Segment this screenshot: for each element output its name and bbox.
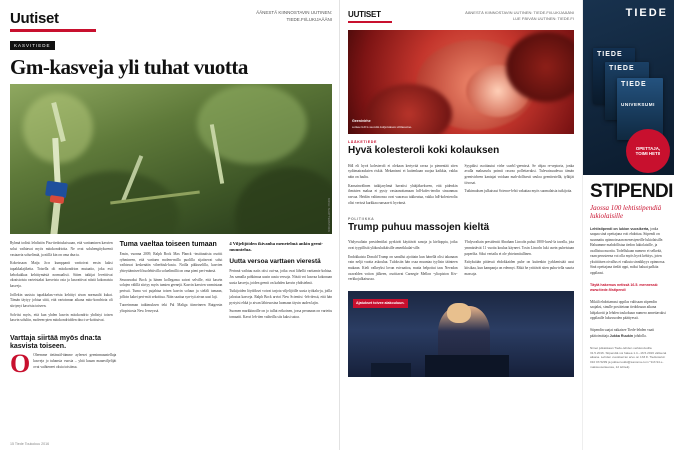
story1-tag: LÄÄKETIEDE	[348, 140, 377, 144]
left-masthead	[10, 10, 332, 32]
ad-paragraph-3	[590, 328, 667, 339]
folio: 15 Tiede Toukokuu 2016	[10, 442, 50, 446]
masthead-note: ÄÄNESTÄ KIINNOSTAVIN UUTINEN: TIEDE.FI/LUKIJAÄÄNI	[256, 10, 332, 22]
paragraph: Hdl eli hyvä kolesteroli ei olekaan kertyvää ravaa ja pienentää siten sydänsairauksien riskiä. Mekanismi ei kuitenkaan suojaa kaikkia, vakka näin on luultu.	[348, 163, 458, 180]
paragraph: Tutkimuksen julkaissut Science-lehti vakuttaa myös suomalaisia tutkijoita.	[464, 189, 573, 194]
ad-headline: STIPENDI	[590, 181, 673, 202]
magazine-cover-title: TIEDE	[621, 81, 647, 88]
paragraph: Ensin, vuonna 2009, Ralph Bock Max Planck -instituutista osoitti ryhmineen, että varttaen molem-milla puolilla sijaitsevat solut vaihtavat keskenään viherhiuk-kasia. Noilla pikkuselilla, kasvien yhteyttämiseeli huolehtivilla soluelimillä on oma pieni peri-mänsä.	[119, 251, 223, 273]
hero-image-grafted-plant	[10, 84, 332, 234]
left-body-columns	[10, 241, 332, 327]
story1-column-2	[465, 164, 575, 210]
photo-caption	[352, 119, 426, 131]
ad-url[interactable]: www.tiede.fi/stipendi	[590, 288, 626, 293]
caption-title: Geenivirhe	[352, 118, 371, 123]
body-column-2	[120, 241, 223, 327]
paragraph: Esityksiään pitäessä ehdokkaiden puhe on kuitenkin jyrkkenistää usut kitsikaa, kun kampanja on edennyt. Ehkä he yrittävät siten puhu-tella suuria massoja.	[464, 260, 574, 276]
right-page	[340, 0, 674, 450]
right-masthead-note	[465, 10, 574, 22]
masthead-rule	[10, 29, 96, 32]
ad-paragraph-1	[590, 227, 667, 277]
paragraph: Yhdysvaltain presidentti Abraham Lincoln puhui 1800-luvul-la tavalla, jota ymmärtävät 11 vuotta koulua käyneet. Tosin Lincoln luki usein puheistaan paperilta. Siksi vertailu ei ole yhteismitallinen.	[464, 240, 574, 256]
paragraph: Solviisi myös, että kun yhden kasvin mitokondrio yhdistyi toisen kasvin soluliin, moleem-pien mitokondriolden dna:t se-koittuivat.	[10, 312, 113, 323]
ad-deadline-line	[590, 283, 667, 294]
paragraph: Joillekin uusista tupakkakas-veista kehittyi aivan normaalit kukat. Tämän täytyy johtua siitä, että vartoinnan aikana mito-kondriota oli siirtynyt kasvista toiseen.	[10, 292, 113, 309]
masthead-title: Uutiset	[10, 10, 59, 27]
ad-text	[583, 175, 674, 369]
right-masthead-rule	[348, 21, 392, 23]
opener-text: Oleemme tietänsäl-tämme ayleeset geeninmuuntelluja kasveja jo tuhansia vuosia – yhtä kauan maanviljelijät ovat vaihteneet oksia toisiinsa.	[33, 353, 117, 369]
advertisement-stipendi	[582, 0, 674, 450]
hero-image-artery	[348, 30, 574, 134]
ad-badge: OPETTAJA, TOIMI HETI!	[626, 129, 670, 173]
story1-headline: Hyvä kolesteroli koki kolauksen	[348, 145, 500, 156]
subhead-tuma: Tuma vaeltaa toiseen tumaan	[119, 241, 217, 249]
right-masthead-title: UUTISET	[348, 10, 381, 19]
ad-body3-lead: Stipendin saajat ratkaisee Tiede-lehden vaati päätoimittaja	[590, 327, 655, 338]
story2-column-1	[348, 240, 458, 286]
left-lower-row	[10, 335, 332, 379]
ad-subheadline: Jaossa 100 lehtistipendiä lukiolaisille	[590, 204, 662, 221]
paragraph: Tuoreimman tutkimuksen teki Pal Maliga tiimeineen Rutgersin yliopistosta New Jerseyssä.	[119, 303, 223, 313]
ad-image	[583, 0, 674, 175]
ad-deadline: Täytä hakemus netissä 16.5. mennessä:	[590, 282, 659, 287]
ad-fine-print: Nimet julkaistaan Tiede-lehden verkkosivuilla 31.5.2016. Stipendiä voi hakea 1.4.–16.5.2016 välisenä aikana. Lehden vuosikerran arvo on 133 €. Tiedustelut: 010 03 5299 ja jukka.ruukki@sanoma.com *113 94 e-maksuosoiteessa, 12 lehteä)	[590, 346, 667, 369]
page-title: Gm-kasveja yli tuhat vuotta	[10, 55, 248, 79]
photo-credit: KUVA: SHUTTERSTOCK	[327, 198, 331, 233]
opener-column	[10, 335, 117, 379]
paragraph: Yhdysvaltain presidentiksi pyrkivät käyttävät sanoja ja kielioppia, jotka ovat tyypillisiä yläkouluikäisille amerikkalai-sille.	[348, 240, 458, 250]
story2-tag: POLITIIKKA	[348, 216, 375, 221]
body-column-1	[10, 241, 113, 327]
vote-line: ÄÄNESTÄ KIINNOSTAVIN UUTINEN: TIEDE.FI/LUKIJAÄÄNI	[465, 10, 574, 15]
article-kicker: KASVITIEDE	[10, 41, 55, 50]
paragraph: Suomen markkinoille on jo tullut erikoinen, jossa perunaan on vartettu tomaatti. Kasvi leh-tien vaiheilla siis kaksi satoa.	[229, 309, 333, 319]
story2-columns	[348, 240, 574, 286]
paragraph: Kokeissaan Maija Jo:n kumppanit varttoivat ensin kaksi tupakkalajiketta. Toisella oli mitokondrion mutaatio, joka esti kehokukkaa kehittymästä normaalisti. Sitten tutkijat leveittivat okraistoista varteistaksi kasveista osia ja kasvattivat niistä kokonaisia kasveja.	[10, 261, 113, 289]
right-masthead	[348, 10, 574, 23]
ad-paragraph-2: Mikäli ehdottamasi oppilas valitsaan stipendin saajaksi, sinulle postitetaan tiedoksuun aikana lahjakortti ja lehden toukokuun numero annettavaksi oppilaalle lukuvuoden päättyessä.	[590, 299, 666, 321]
drop-cap: O	[10, 349, 31, 379]
paragraph: Kansainvälinen tutkijaryhmä havaitsi yhtäjäksekseen, että pidenkin ihmisten makaa ei pysty vastaanottamaan hdl-koles-terolin sinsanmaa rasvaa. Heidän valtimonsa ovat vaarassa tukkeutua, vakka hdl-kolesterolia olisi verissä kurkkaa runsaas-ti hyvänsä.	[348, 183, 458, 205]
tiede-logo: TIEDE	[625, 7, 668, 19]
paragraph: Tutkijoiden löydökset voivat tarjota viljelijöille uusia työkalu-ja, joilla jalostaa kasveja. Ralph Bock arvioi New Scientist -leh-dessä, että hän pystyisi ehkä jo aivan lähivuosina luomaan täysin uuden lajin.	[229, 289, 333, 305]
paragraph: Endokkaista Donald Trump on sanallut ajoittain kun hänellä olisi takanaan vain neljä vuotta askoulua. Tuloksiin hän osaa muuntaa tyylisin täänteen mukaan. Kieli valkeyksi lovan esivaatioa, mutta helpottui taas Nevadan osavalden voiton jälkeen, osoittavat Carnegie Mellon -yliopiston Kiv-verkkojulkaisussa.	[348, 254, 458, 282]
story2-headline: Trump puhuu massojen kieltä	[348, 221, 490, 233]
story1-columns	[348, 164, 574, 210]
magazine-subtitle: UNIVERSUMI	[621, 102, 655, 107]
body-column-3	[229, 241, 332, 327]
story1-column-1	[348, 164, 458, 210]
paragraph: Syypäksi osoittautui virhe scarb1-geenissä. Se ohjaa re-septoria, jonka avulla maksasolu poimii rasvaa pollettavaksi. Tulevaisuudessa tämän geenivirheen kantajat voidaan mah-dollisesti seuloa geenitestellä, tylkijät tiivosat.	[464, 163, 574, 185]
caption-text: sotkee hdl:n suoniin kuljetuksen silmusataa.	[352, 124, 412, 129]
paragraph: Ryhmä todisti lehdistön Pisa-tiedotuksissaan, että varttaminen kasvien solut vaihtavat myös mitokondrioita. Ne ovat soluhengitykseenä vastaavia soluelimiä, ja niillä kin on oma dna:ta.	[10, 241, 113, 257]
photo-label: Ajatukset toivee alakouluun.	[353, 299, 408, 308]
read-line: LUE PÄIVÄN UUTINEN: TIEDE.FI	[512, 16, 574, 21]
pull-quote: 4 Viljelijöiden ikivanha menetelmä ankin geeni-muuntelua.	[229, 241, 323, 253]
paragraph: Perinnä vaihtuu naiis oiisi oui-na, jotka ovat lähellä varttamis-kohtaa. Jos samalla pohkimaa uusin uusia versoja. Niistä voi kasvaa kokonaan uusia kasveja, joiden geenit on kahden kasvin yhdistelmä.	[229, 269, 333, 285]
subhead-uutta-versoa: Uutta versoa varttaen vierestä	[229, 258, 321, 266]
ad-body: jonka saapaa sinä opettajana voit ehdottaa. Stipendi on suunnattu opinnoissaan menestyneille lukiolaisille. Haluamme mahdollistaa tiedon lukiolaisille, ja osallistua nuorita. Todellukaan numero ei selkeää, vaan perusteena voi olla myös hyvä kehitys, joten yksittäisen oivallus ei vaikuta sinnikkyys opinnossa. Sinä opettajana tiedät oppi, miksi haluat palkita oppilaasi.	[590, 226, 666, 275]
story2-column-2	[465, 240, 575, 286]
ad-body3-tail: johdolla.	[633, 333, 647, 338]
ad-lead: Lehtistipendi on lukion vuosikerta,	[590, 226, 650, 231]
opener-paragraph	[10, 349, 117, 379]
photo-trump-speech	[348, 291, 574, 377]
magazine-cover-title: TIEDE	[609, 65, 635, 72]
paragraph: Seuraavaksi Bock ja hänen kollegansa saivat selville, että kasvin solujen välillä siirtyy myös tumien geenejä. Kasvin kasvien varmistaan perissä. Tuma voi pujahtaa toisen kasvin soluun ja sieläli tumaan, jolloin kakei peri-mät sekoittua. Näin saattaa syn-tyä aivan uusi laji.	[119, 277, 223, 299]
ad-editor-name: Jukka Ruukin	[609, 333, 634, 338]
opener-heading: Varttaja siirtää myös dna:ta kasvista toiseen.	[10, 335, 102, 350]
magazine-cover-title: TIEDE	[597, 51, 623, 58]
right-content	[340, 0, 582, 377]
